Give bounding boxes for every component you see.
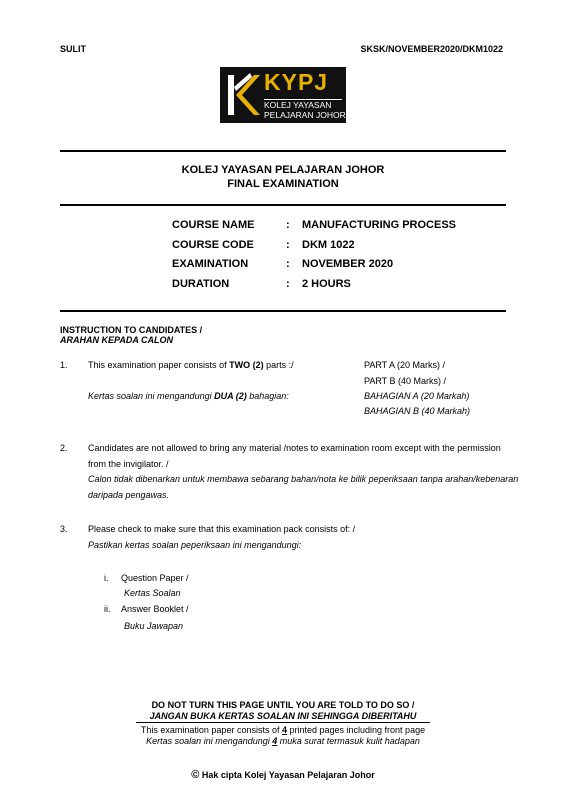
sub-item-number: ii. — [104, 604, 111, 614]
copyright-notice: © Hak cipta Kolej Yayasan Pelajaran Johor — [191, 769, 375, 781]
part-b-label-ms: BAHAGIAN B (40 Markah) — [364, 406, 471, 416]
sub-item-answer-booklet: Answer Booklet / — [121, 604, 189, 614]
logo-line1: KOLEJ YAYASAN — [264, 100, 332, 110]
item2-line1: Candidates are not allowed to bring any material /notes to examination room except with the permission — [88, 443, 501, 453]
item-number: 3. — [60, 524, 68, 534]
do-not-turn-warning-ms: JANGAN BUKA KERTAS SOALAN INI SEHINGGA DIBERITAHU — [149, 711, 417, 721]
part-a-label: PART A (20 Marks) / — [364, 360, 446, 370]
detail-value: MANUFACTURING PROCESS — [302, 219, 457, 231]
item-number: 2. — [60, 443, 68, 453]
item2-line2: from the invigilator. / — [88, 459, 169, 469]
detail-label: COURSE CODE — [172, 239, 254, 251]
details-bottom-rule — [60, 310, 506, 312]
sub-item-answer-booklet-ms: Buku Jawapan — [124, 621, 184, 631]
detail-sep: : — [286, 219, 290, 231]
title-bottom-rule — [60, 204, 506, 206]
instructions-heading: INSTRUCTION TO CANDIDATES / — [60, 325, 203, 335]
detail-label: EXAMINATION — [172, 258, 249, 270]
detail-sep: : — [286, 258, 290, 270]
detail-sep: : — [286, 278, 290, 290]
item-number: 1. — [60, 360, 68, 370]
page-count-note-ms: Kertas soalan ini mengandungi 4 muka surat termasuk kulit hadapan — [146, 736, 420, 746]
item3-text: Please check to make sure that this examination pack consists of: / — [88, 524, 356, 534]
detail-sep: : — [286, 239, 290, 251]
part-a-label-ms: BAHAGIAN A (20 Markah) — [364, 391, 470, 401]
detail-value: NOVEMBER 2020 — [302, 258, 394, 270]
detail-label: DURATION — [172, 278, 230, 290]
page-count-note: This examination paper consists of 4 printed pages including front page — [140, 725, 426, 735]
footer-divider — [136, 722, 430, 723]
classification-label: SULIT — [60, 44, 86, 54]
detail-value: DKM 1022 — [302, 239, 355, 251]
kypj-logo — [220, 67, 346, 123]
item2-line1-ms: Calon tidak dibenarkan untuk membawa sebarang bahan/nota ke bilik peperiksaan tanpa arahan/kebenaran — [88, 474, 519, 484]
part-b-label: PART B (40 Marks) / — [364, 376, 447, 386]
detail-value: 2 HOURS — [302, 278, 351, 290]
institution-name: KOLEJ YAYASAN PELAJARAN JOHOR — [181, 164, 385, 176]
detail-label: COURSE NAME — [172, 219, 255, 231]
instructions-heading-ms: ARAHAN KEPADA CALON — [60, 335, 173, 345]
item1-text: This examination paper consists of TWO (2) parts :/ — [88, 360, 294, 370]
sub-item-question-paper: Question Paper / — [121, 573, 189, 583]
title-top-rule — [60, 150, 506, 152]
exam-title: FINAL EXAMINATION — [227, 178, 339, 190]
logo-wordmark: KYPJ — [264, 69, 329, 95]
sub-item-question-paper-ms: Kertas Soalan — [124, 588, 181, 598]
sub-item-number: i. — [104, 573, 109, 583]
logo-line2: PELAJARAN JOHOR — [264, 110, 346, 120]
item2-line2-ms: daripada pengawas. — [88, 490, 170, 500]
copyright-icon: © — [191, 769, 200, 781]
item3-text-ms: Pastikan kertas soalan peperiksaan ini mengandungi: — [88, 540, 302, 550]
do-not-turn-warning: DO NOT TURN THIS PAGE UNTIL YOU ARE TOLD TO DO SO / — [151, 700, 415, 710]
paper-code: SKSK/NOVEMBER2020/DKM1022 — [360, 44, 503, 54]
item1-text-ms: Kertas soalan ini mengandungi DUA (2) bahagian: — [88, 391, 289, 401]
